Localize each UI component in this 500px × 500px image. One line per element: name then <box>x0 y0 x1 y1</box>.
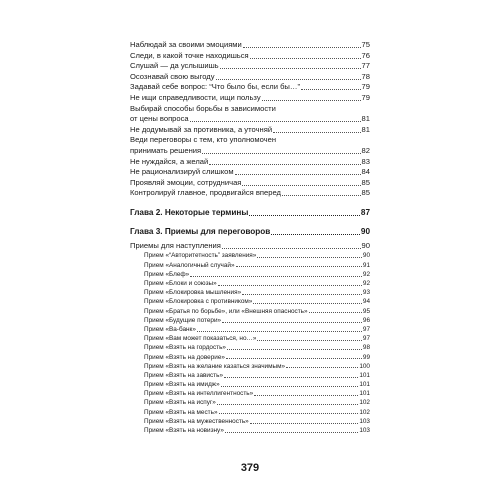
sub-entry-title: Прием «Блоки и союзы» <box>144 280 217 288</box>
toc-entry-title-line2: принимать решения <box>130 145 202 155</box>
toc-top-entries <box>130 40 370 104</box>
chapter-page: 90 <box>360 226 370 236</box>
toc-leader <box>262 100 361 101</box>
toc-entry <box>130 178 370 189</box>
toc-leader <box>219 413 359 414</box>
toc-entry-title-line1: Выбирай способы борьбы в зависимости <box>130 103 276 113</box>
toc-entry-line2 <box>130 114 370 125</box>
toc-sub-entry <box>130 371 370 380</box>
toc-leader <box>250 58 361 59</box>
sub-entry-page: 95 <box>362 307 370 315</box>
sub-entry-page: 101 <box>359 371 370 379</box>
toc-entry-page: 79 <box>361 92 370 102</box>
sub-entry-page: 91 <box>362 261 370 269</box>
toc-leader <box>242 294 362 295</box>
toc-leader <box>243 47 361 48</box>
sub-entry-page: 100 <box>359 362 370 370</box>
toc-entry-title: Следи, в какой точке находишься <box>130 50 249 60</box>
sub-entry-title: Прием «Блокировка с противником» <box>144 298 253 306</box>
sub-entry-page: 99 <box>362 353 370 361</box>
toc-entry <box>130 61 370 72</box>
toc-sub-entry <box>130 417 370 426</box>
toc-sub-entry <box>130 343 370 352</box>
toc-leader <box>209 164 360 165</box>
toc-leader <box>220 68 361 69</box>
sub-entry-title: Прием «Взять на новизну» <box>144 427 224 435</box>
toc-leader <box>218 285 362 286</box>
toc-entry-title-line1: Веди переговоры с тем, кто уполномочен <box>130 135 277 145</box>
toc-sub-entry <box>130 325 370 334</box>
toc-entry-wrapped <box>130 104 370 125</box>
sub-entry-title: Прием «Взять на доверие» <box>144 353 225 361</box>
sub-entry-page: 101 <box>359 381 370 389</box>
toc-entry-page: 76 <box>361 50 370 60</box>
sub-entry-title: Прием «Будущие потери» <box>144 316 222 324</box>
toc-entry-title: Контролируй главное, продвигайся вперед <box>130 188 281 198</box>
toc-leader <box>226 358 362 359</box>
spacer <box>130 199 370 207</box>
section-title: Приемы для наступления <box>130 240 221 250</box>
toc-leader <box>250 423 359 424</box>
sub-entry-title: Прием «Взять на зависть» <box>144 371 223 379</box>
toc-leader <box>282 195 361 196</box>
toc-leader <box>271 234 360 235</box>
sub-entry-title: Прием «Взять на месть» <box>144 408 218 416</box>
sub-entry-page: 92 <box>362 280 370 288</box>
toc-leader <box>253 303 362 304</box>
toc-leader <box>286 367 358 368</box>
toc-entry <box>130 72 370 83</box>
sub-entry-title: Прием «“Авторитетность” заявления» <box>144 252 257 260</box>
toc-section <box>130 241 370 252</box>
sub-entry-title: Прием «Взять на имидж» <box>144 381 220 389</box>
toc-entry <box>130 188 370 199</box>
toc-leader <box>217 404 358 405</box>
toc-entry <box>130 51 370 62</box>
toc-entry-title: Слушай — да услышишь <box>130 61 219 71</box>
sub-entry-title: Прием «Ва-банк» <box>144 325 196 333</box>
toc-entry-page: 78 <box>361 71 370 81</box>
sub-entry-page: 103 <box>359 417 370 425</box>
chapter-title: Глава 3. Приемы для переговоров <box>130 226 271 236</box>
toc-entry <box>130 157 370 168</box>
toc-entry <box>130 82 370 93</box>
toc-sub-entry <box>130 252 370 261</box>
sub-entry-page: 97 <box>362 335 370 343</box>
toc-leader <box>242 185 360 186</box>
toc-leader <box>309 312 362 313</box>
toc-entry <box>130 125 370 136</box>
sub-entry-title: Прием «Взять на желание казаться значимым» <box>144 362 286 370</box>
sub-entry-page: 103 <box>359 427 370 435</box>
toc-leader <box>190 276 362 277</box>
toc-entry-page: 81 <box>361 114 370 124</box>
sub-entry-page: 96 <box>362 316 370 324</box>
toc-leader <box>257 257 362 258</box>
toc-leader <box>236 266 362 267</box>
sub-entry-title: Прием «Взять на мужественность» <box>144 417 249 425</box>
toc-sub-entry <box>130 353 370 362</box>
toc-leader <box>222 322 362 323</box>
toc-sub-entry <box>130 362 370 371</box>
sub-entry-title: Прием «Аналогичный случай» <box>144 261 235 269</box>
toc-entry-page: 83 <box>361 156 370 166</box>
sub-entry-page: 101 <box>359 390 370 398</box>
toc-leader <box>202 153 360 154</box>
toc-entry-page: 84 <box>361 167 370 177</box>
toc-page <box>130 40 370 435</box>
toc-entry-title: Не додумывай за противника, а уточняй <box>130 124 273 134</box>
toc-leader <box>257 340 361 341</box>
toc-sub-entry <box>130 261 370 270</box>
toc-sub-entry <box>130 380 370 389</box>
section-page: 90 <box>361 240 370 250</box>
toc-entry-page: 75 <box>361 40 370 49</box>
sub-entry-title: Прием «Взять на интеллигентность» <box>144 390 254 398</box>
chapter-page: 87 <box>360 207 370 217</box>
page-number: 379 <box>240 462 260 474</box>
toc-leader <box>216 79 361 80</box>
toc-leader <box>197 331 362 332</box>
toc-chapter-heading <box>130 226 370 238</box>
toc-sub-entry <box>130 389 370 398</box>
toc-sub-entry <box>130 288 370 297</box>
sub-entry-page: 93 <box>362 289 370 297</box>
toc-entry-title: Не рационализируй слишком <box>130 167 234 177</box>
toc-leader <box>301 89 361 90</box>
toc-entry-page: 85 <box>361 188 370 198</box>
sub-entry-title: Прием «Взять на гордость» <box>144 344 226 352</box>
toc-sub-entry <box>130 408 370 417</box>
toc-entry <box>130 93 370 104</box>
chapter-title: Глава 2. Некоторые термины <box>130 207 249 217</box>
toc-leader <box>222 248 361 249</box>
toc-leader <box>235 174 361 175</box>
toc-entry-title: Задавай себе вопрос: “Что было бы, если бы…” <box>130 82 300 92</box>
toc-entry <box>130 167 370 178</box>
toc-leader <box>249 215 360 216</box>
toc-leader <box>227 349 362 350</box>
toc-entry-page: 81 <box>361 124 370 134</box>
toc-entry-page: 77 <box>361 61 370 71</box>
toc-entry <box>130 40 370 51</box>
toc-entry-title: Осознавай свою выгоду <box>130 71 215 81</box>
toc-leader <box>254 395 358 396</box>
toc-sub-entry <box>130 334 370 343</box>
sub-entry-page: 94 <box>362 298 370 306</box>
toc-entry-line2 <box>130 146 370 157</box>
toc-chapter-heading <box>130 207 370 219</box>
sub-entry-title: Прием «Вам может показаться, но…» <box>144 335 257 343</box>
toc-sub-entries <box>130 252 370 436</box>
toc-leader <box>225 432 358 433</box>
sub-entry-title: Прием «Братья по борьбе», или «Внешняя опасность» <box>144 307 308 315</box>
toc-entry-title: Проявляй эмоции, сотрудничая <box>130 177 242 187</box>
toc-sub-entry <box>130 399 370 408</box>
sub-entry-page: 97 <box>362 325 370 333</box>
toc-sub-entry <box>130 316 370 325</box>
spacer <box>130 219 370 226</box>
toc-entry-page: 79 <box>361 82 370 92</box>
sub-entry-title: Прием «Блокировка мышления» <box>144 289 242 297</box>
toc-leader <box>273 132 360 133</box>
toc-sub-entry <box>130 426 370 435</box>
toc-entry-title: Не нуждайся, а желай <box>130 156 209 166</box>
sub-entry-page: 102 <box>359 408 370 416</box>
toc-entry-title: Наблюдай за своими эмоциями <box>130 40 242 49</box>
toc-leader <box>190 121 361 122</box>
sub-entry-page: 98 <box>362 344 370 352</box>
toc-leader <box>221 386 359 387</box>
toc-mid-entries <box>130 157 370 199</box>
toc-entry-title-line2: от цены вопроса <box>130 114 189 124</box>
sub-entry-page: 90 <box>362 252 370 260</box>
toc-sub-entry <box>130 270 370 279</box>
sub-entry-title: Прием «Блеф» <box>144 270 190 278</box>
sub-entry-page: 92 <box>362 270 370 278</box>
toc-sub-entry <box>130 307 370 316</box>
toc-entry-page: 82 <box>361 145 370 155</box>
toc-entry-page: 85 <box>361 177 370 187</box>
toc-entry-title: Не ищи справедливости, ищи пользу <box>130 92 261 102</box>
toc-sub-entry <box>130 297 370 306</box>
toc-sub-entry <box>130 279 370 288</box>
sub-entry-title: Прием «Взять на испуг» <box>144 399 216 407</box>
sub-entry-page: 102 <box>359 399 370 407</box>
toc-leader <box>224 377 358 378</box>
toc-entry-wrapped <box>130 135 370 156</box>
